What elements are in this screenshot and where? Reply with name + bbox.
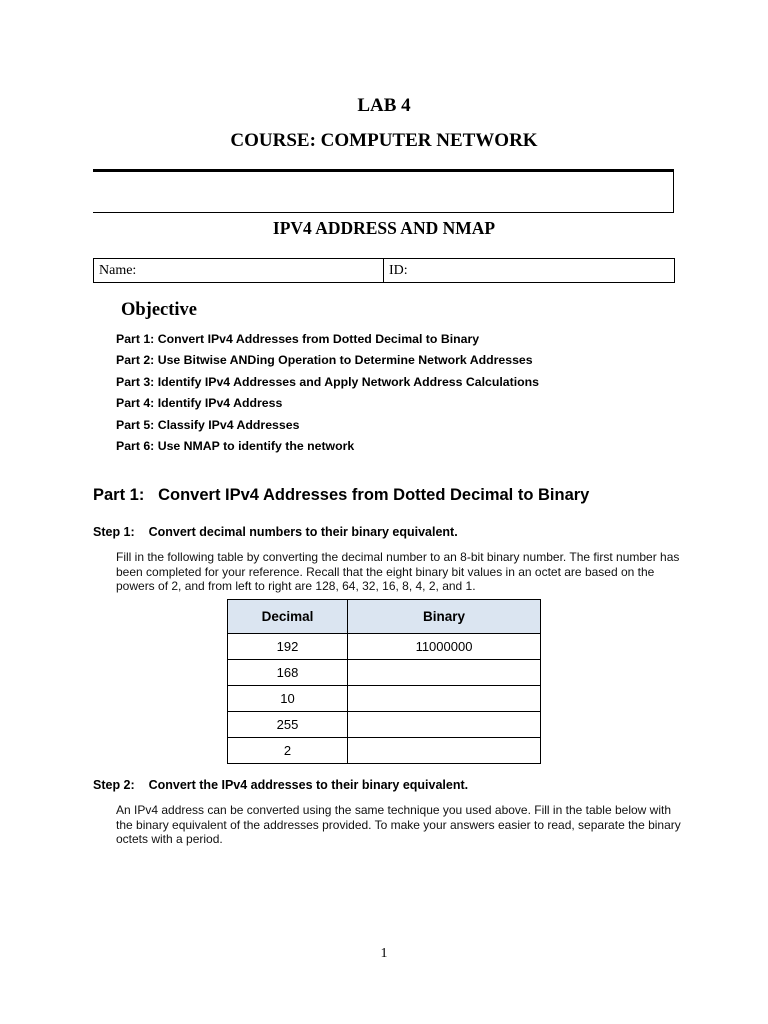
table-row xyxy=(228,660,541,686)
binary-cell[interactable] xyxy=(348,738,541,764)
decimal-cell: 192 xyxy=(228,634,348,660)
table-header-row xyxy=(228,600,541,634)
name-field[interactable] xyxy=(94,259,384,282)
decimal-cell: 10 xyxy=(228,686,348,712)
decimal-cell: 255 xyxy=(228,712,348,738)
course-title: COURSE: COMPUTER NETWORK xyxy=(230,130,538,151)
lab-title: LAB 4 xyxy=(357,95,411,116)
id-field[interactable] xyxy=(384,259,674,282)
decimal-cell: 2 xyxy=(228,738,348,764)
document-title: IPV4 ADDRESS AND NMAP xyxy=(272,218,496,238)
name-id-table xyxy=(93,258,675,283)
table-row xyxy=(228,712,541,738)
step2-instructions: An IPv4 address can be converted using the same technique you used above. Fill in the table below with the binary equivalent of the addresses provided. To make your answers easier to read, separate the binary octets with a period. xyxy=(116,803,681,846)
table-row xyxy=(228,634,541,660)
column-header-decimal: Decimal xyxy=(228,600,348,634)
step2-heading: Step 2: Convert the IPv4 addresses to their binary equivalent. xyxy=(93,778,469,792)
objective-item-part3: Part 3: Identify IPv4 Addresses and Apply Network Address Calculations xyxy=(116,374,539,389)
objective-list xyxy=(116,330,539,458)
id-label: ID: xyxy=(389,263,408,278)
part1-heading: Part 1: Convert IPv4 Addresses from Dotted Decimal to Binary xyxy=(93,486,590,504)
table-row xyxy=(228,686,541,712)
objective-item-part1: Part 1: Convert IPv4 Addresses from Dotted Decimal to Binary xyxy=(116,332,480,346)
step1-instructions: Fill in the following table by converting the decimal number to an 8-bit binary number. The first number has been completed for your reference. Recall that the eight binary bit values in an octet are based on the powers of 2, and from left to right are 128, 64, 32, 16, 8, 4, 2, and 1. xyxy=(116,550,680,593)
column-header-binary: Binary xyxy=(348,600,541,634)
binary-cell[interactable]: 11000000 xyxy=(348,634,541,660)
decimal-cell: 168 xyxy=(228,660,348,686)
binary-cell[interactable] xyxy=(348,712,541,738)
binary-cell[interactable] xyxy=(348,660,541,686)
objective-item-part6: Part 6: Use NMAP to identify the network xyxy=(116,438,355,453)
objective-item-part2: Part 2: Use Bitwise ANDing Operation to Determine Network Addresses xyxy=(116,353,533,368)
step1-heading: Step 1: Convert decimal numbers to their binary equivalent. xyxy=(93,525,458,539)
objective-item-part5: Part 5: Classify IPv4 Addresses xyxy=(116,417,300,432)
table-row xyxy=(228,738,541,764)
page-number: 1 xyxy=(380,946,388,961)
objective-item-part4: Part 4: Identify IPv4 Address xyxy=(116,396,283,411)
header-box xyxy=(93,169,674,213)
name-label: Name: xyxy=(99,263,137,278)
binary-cell[interactable] xyxy=(348,686,541,712)
decimal-binary-table xyxy=(227,599,541,764)
objective-heading: Objective xyxy=(121,300,198,320)
